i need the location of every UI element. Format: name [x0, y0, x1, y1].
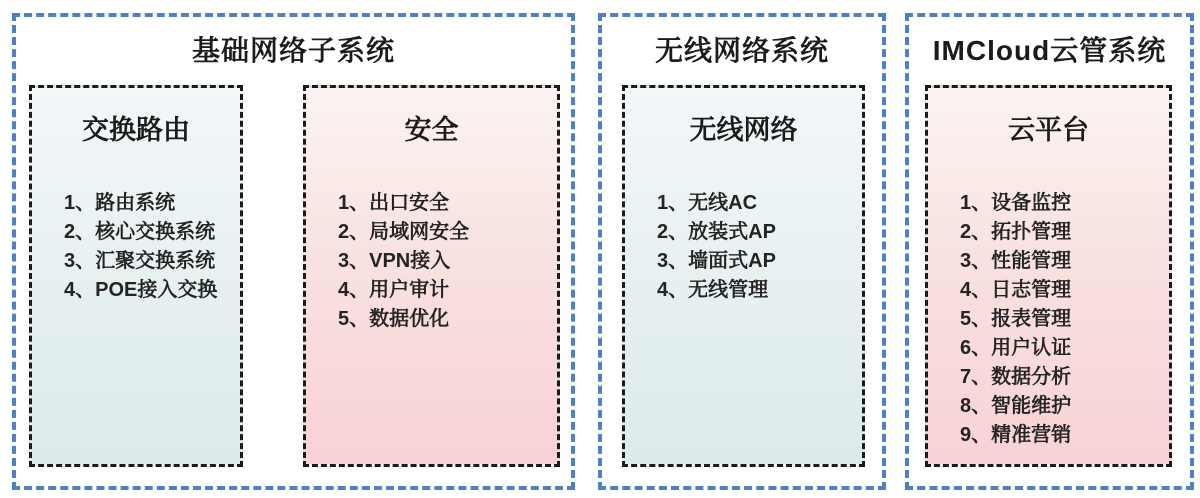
list-item: 3、VPN接入 — [338, 250, 451, 272]
list-item: 1、出口安全 — [338, 192, 450, 214]
box-wireless-network — [622, 85, 865, 467]
panel-title-basic-network: 基础网络子系统 — [191, 35, 395, 66]
box-security — [303, 85, 560, 467]
list-item: 4、用户审计 — [338, 279, 450, 301]
box-title-cloud-platform: 云平台 — [1008, 115, 1089, 145]
list-item: 3、汇聚交换系统 — [64, 250, 216, 272]
switching-routing-list — [32, 189, 240, 305]
list-item: 5、报表管理 — [960, 308, 1072, 330]
panel-imcloud-management-system — [905, 13, 1194, 490]
list-item: 2、放装式AP — [657, 221, 776, 243]
box-title-wireless-network: 无线网络 — [689, 115, 798, 145]
list-item: 4、POE接入交换 — [64, 279, 218, 301]
list-item: 1、路由系统 — [64, 192, 176, 214]
list-item: 2、局域网安全 — [338, 221, 470, 243]
box-title-security: 安全 — [404, 115, 459, 145]
list-item: 3、墙面式AP — [657, 250, 776, 272]
list-item: 5、数据优化 — [338, 308, 450, 330]
list-item: 9、精准营销 — [960, 424, 1072, 446]
list-item: 8、智能维护 — [960, 395, 1072, 417]
box-title-switching-routing: 交换路由 — [82, 115, 190, 145]
panel-wireless-network-system — [598, 13, 886, 490]
cloud-platform-list — [928, 189, 1169, 450]
box-cloud-platform — [925, 85, 1172, 467]
list-item: 4、日志管理 — [960, 279, 1072, 301]
list-item: 7、数据分析 — [960, 366, 1072, 388]
panel-title-imcloud: IMCloud云管系统 — [932, 35, 1167, 66]
panel-basic-network-subsystem — [12, 13, 575, 490]
list-item: 1、设备监控 — [960, 192, 1072, 214]
list-item: 2、拓扑管理 — [960, 221, 1072, 243]
box-switching-routing — [29, 85, 243, 467]
list-item: 2、核心交换系统 — [64, 221, 216, 243]
list-item: 3、性能管理 — [960, 250, 1072, 272]
panel-title-wireless-network: 无线网络系统 — [654, 35, 829, 66]
list-item: 4、无线管理 — [657, 279, 769, 301]
wireless-network-list — [625, 189, 862, 305]
list-item: 6、用户认证 — [960, 337, 1072, 359]
list-item: 1、无线AC — [657, 192, 758, 214]
security-list — [306, 189, 557, 334]
